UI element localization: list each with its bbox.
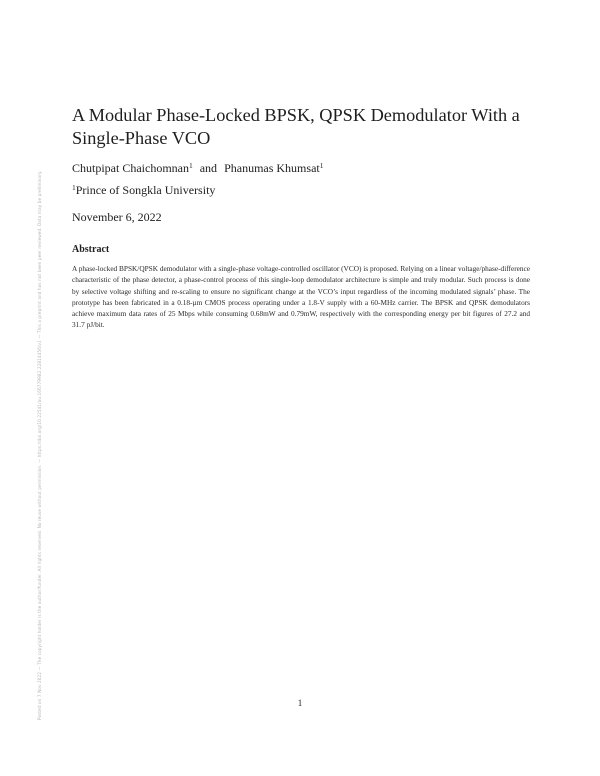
page-number: 1 [297,698,303,708]
abstract-heading: Abstract [72,244,110,255]
paper-date: November 6, 2022 [72,210,162,224]
affiliation-name: Prince of Songkla University [75,183,216,197]
preprint-side-stamp-text: Posted on 7 Nov 2022 — The copyright holder is the author/funder. All rights reserved. No reuse without permission. — https://doi.org/10.22541/au.166779982.22814456/v1 — This a preprint and has not been peer reviewed. Data may be preliminary. [37,170,42,720]
author-name: Phanumas Khumsat [224,161,320,175]
affiliation-mark: 1 [72,183,76,192]
author-list [72,160,323,176]
author-affil-mark: 1 [319,161,324,170]
author-affil-mark: 1 [188,161,193,170]
author-separator: and [199,161,218,175]
author-name: Chutpipat Chaichomnan [72,161,189,175]
affiliation [72,182,215,198]
preprint-side-stamp [32,100,44,720]
abstract-body: A phase-locked BPSK/QPSK demodulator with a single-phase voltage-controlled oscillator (VCO) is proposed. Relying on a linear voltage/phase-difference characteristic of the phase detector, a phase-control process of this single-loop demodulator architecture is simple and truly modular. Such process is done by selective voltage shifting and re-scaling to ensure no significant change at the VCO’s input regardless of the incoming modulated signals’ phase. The prototype has been fabricated in a 0.18-µm CMOS process operating under a 1.8-V supply with a 60-MHz carrier. The BPSK and QPSK demodulators achieve maximum data rates of 25 Mbps while consuming 0.68mW and 0.79mW, respectively with the corresponding energy per bit figures of 27.2 and 31.7 pJ/bit. [72,264,530,330]
paper-title: A Modular Phase-Locked BPSK, QPSK Demodulator With a Single-Phase VCO [72,105,520,148]
